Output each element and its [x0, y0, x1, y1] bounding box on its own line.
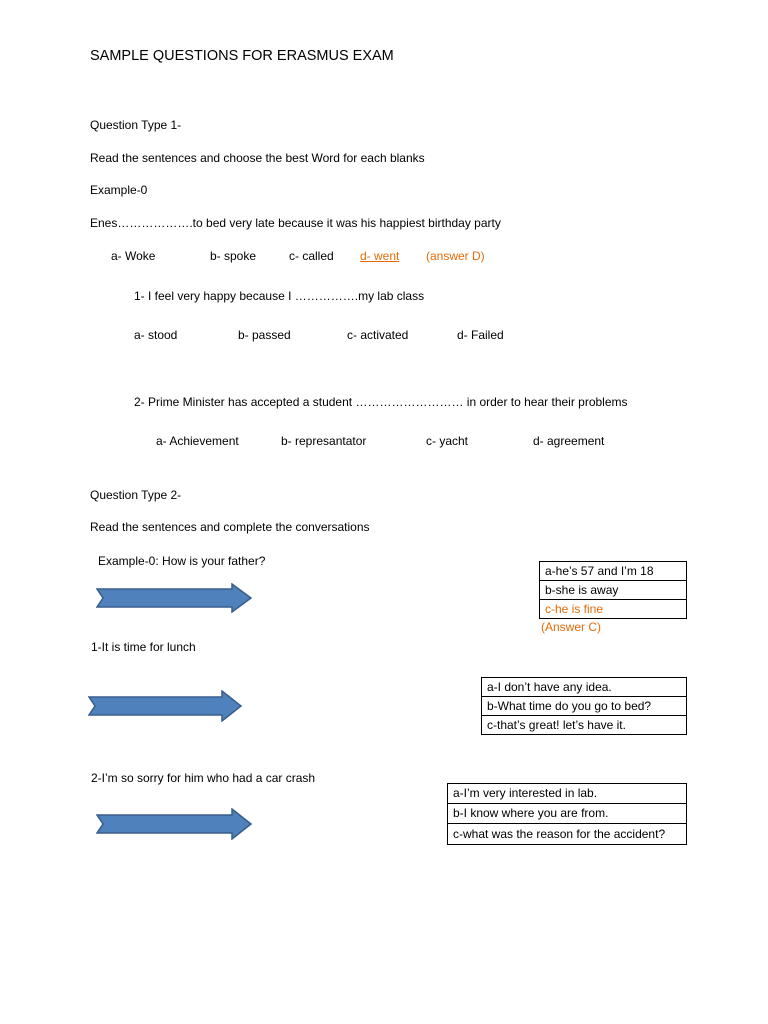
question2-option-b: b- represantator	[281, 434, 367, 448]
arrow-right-icon	[96, 808, 254, 840]
question1-option-d: d- Failed	[457, 328, 504, 342]
section1-heading: Question Type 1-	[90, 118, 182, 132]
example-option-b: b- spoke	[210, 249, 257, 263]
question2-option-c: c- yacht	[426, 434, 469, 448]
example-option-d: d- went	[360, 249, 400, 263]
conversation2-options	[447, 783, 687, 845]
question2-option-d: d- agreement	[533, 434, 605, 448]
question1-text: 1- I feel very happy because I …………….my lab class	[134, 289, 425, 303]
option-row: b-I know where you are from.	[448, 804, 686, 824]
section2-instruction: Read the sentences and complete the conversations	[90, 520, 370, 534]
example-answer: (answer D)	[426, 249, 485, 263]
option-row: b-What time do you go to bed?	[482, 697, 686, 716]
page-title: SAMPLE QUESTIONS FOR ERASMUS EXAM	[90, 48, 394, 64]
option-row: a-I don’t have any idea.	[482, 678, 686, 697]
option-row: c-that’s great! let’s have it.	[482, 716, 686, 735]
option-row: b-she is away	[540, 581, 686, 600]
question1-option-c: c- activated	[347, 328, 409, 342]
question2-option-a: a- Achievement	[156, 434, 239, 448]
conversation-example-options	[539, 561, 687, 619]
example-sentence: Enes……………….to bed very late because it was his happiest birthday party	[90, 216, 501, 230]
example-label: Example-0	[90, 183, 148, 197]
conversation1-options	[481, 677, 687, 735]
conversation1-prompt: 1-It is time for lunch	[91, 640, 196, 654]
option-row: a-I’m very interested in lab.	[448, 784, 686, 804]
question1-option-a: a- stood	[134, 328, 178, 342]
conversation-example-answer: (Answer C)	[541, 620, 602, 634]
arrow-right-icon	[96, 583, 254, 613]
option-row: c-what was the reason for the accident?	[448, 824, 686, 845]
conversation-example-prompt: Example-0: How is your father?	[98, 554, 266, 568]
section2-heading: Question Type 2-	[90, 488, 182, 502]
section1-instruction: Read the sentences and choose the best Word for each blanks	[90, 151, 425, 165]
question2-text: 2- Prime Minister has accepted a student ……………………… in order to hear their problems	[134, 395, 628, 409]
example-option-a: a- Woke	[111, 249, 156, 263]
arrow-right-icon	[88, 690, 244, 722]
conversation2-prompt: 2-I’m so sorry for him who had a car crash	[91, 771, 316, 785]
question1-option-b: b- passed	[238, 328, 291, 342]
option-row: a-he’s 57 and I’m 18	[540, 562, 686, 581]
example-option-c: c- called	[289, 249, 334, 263]
option-row-correct: c-he is fine	[540, 600, 686, 619]
